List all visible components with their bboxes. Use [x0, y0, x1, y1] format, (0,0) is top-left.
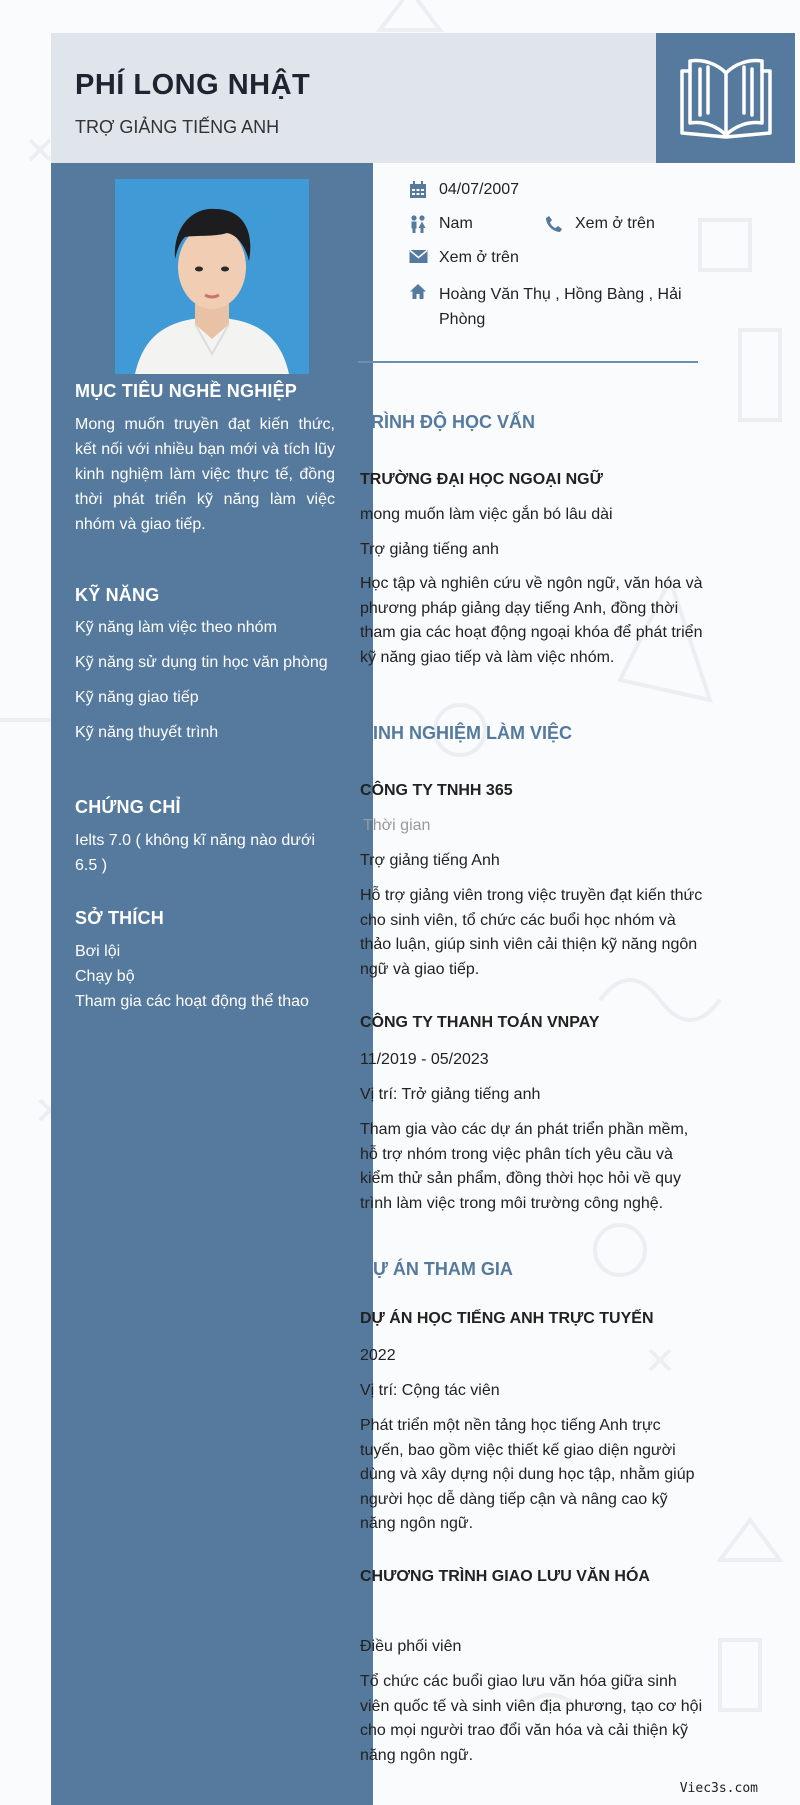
job-company: CÔNG TY TNHH 365	[360, 782, 513, 799]
gender-value: Nam	[439, 215, 473, 232]
hobby-item: Bơi lội	[75, 943, 121, 960]
education-desc: Học tập và nghiên cứu về ngôn ngữ, văn hóa và phương pháp giảng dạy tiếng Anh, đồng thời tham gia các hoạt động ngoại khóa để phát triển kỹ năng giao tiếp và làm việc nhóm.	[360, 575, 703, 666]
contact-divider	[358, 361, 698, 363]
project-time: 2022	[360, 1347, 396, 1364]
job-position: Vị trí: Trở giảng tiếng anh	[360, 1086, 541, 1103]
skill-item: Kỹ năng giao tiếp	[75, 689, 199, 706]
header	[51, 33, 795, 163]
job-company: CÔNG TY THANH TOÁN VNPAY	[360, 1014, 600, 1031]
job-time: Thời gian	[363, 817, 431, 834]
site-watermark[interactable]: Viec3s.com	[679, 1781, 758, 1796]
calendar-icon	[409, 181, 427, 199]
project-name: DỰ ÁN HỌC TIẾNG ANH TRỰC TUYẾN	[360, 1310, 654, 1327]
job-desc: Tham gia vào các dự án phát triển phần mềm, hỗ trợ nhóm trong việc phân tích yêu cầu và kiểm thử sản phẩm, đồng thời học hỏi về quy trình làm việc trong môi trường công nghệ.	[360, 1121, 689, 1212]
header-logo	[656, 33, 795, 163]
hobbies-section	[75, 908, 335, 1014]
job-time: 11/2019 - 05/2023	[360, 1051, 489, 1068]
education-line2: Trợ giảng tiếng anh	[360, 541, 499, 558]
project-desc: Phát triển một nền tảng học tiếng Anh trực tuyến, bao gồm việc thiết kế giao diện người dùng và xây dựng nội dung học tập, nhằm giúp người học dễ dàng tiếp cận và nâng cao kỹ năng ngôn ngữ.	[360, 1417, 695, 1532]
skill-item: Kỹ năng sử dụng tin học văn phòng	[75, 654, 328, 671]
hobbies-title: SỞ THÍCH	[75, 908, 164, 928]
skills-section	[75, 585, 335, 756]
objective-section	[75, 381, 335, 537]
education-line1: mong muốn làm việc gắn bó lâu dài	[360, 506, 613, 523]
phone-value: Xem ở trên	[575, 215, 655, 232]
certificates-text: Ielts 7.0 ( không kĩ năng nào dưới 6.5 )	[75, 832, 316, 874]
project-name: CHƯƠNG TRÌNH GIAO LƯU VĂN HÓA	[360, 1568, 650, 1585]
profile-photo	[115, 179, 309, 374]
people-icon	[409, 215, 427, 233]
objective-text: Mong muốn truyền đạt kiến thức, kết nối với nhiều bạn mới và tích lũy kinh nghiệm làm việc thực tế, đồng thời phát triển kỹ năng làm việc nhóm và giao tiếp.	[75, 416, 335, 533]
education-title: TRÌNH ĐỘ HỌC VẤN	[360, 412, 535, 432]
education-school: TRƯỜNG ĐẠI HỌC NGOẠI NGỮ	[360, 471, 603, 488]
certificates-section	[75, 797, 335, 878]
candidate-role: TRỢ GIẢNG TIẾNG ANH	[75, 117, 280, 137]
experience-title: KINH NGHIỆM LÀM VIỆC	[360, 723, 573, 743]
home-icon	[409, 283, 427, 300]
project-position: Điều phối viên	[360, 1638, 462, 1655]
email-value: Xem ở trên	[439, 249, 519, 266]
certificates-title: CHỨNG CHỈ	[75, 797, 181, 817]
skills-list	[75, 616, 335, 745]
skill-item: Kỹ năng thuyết trình	[75, 724, 219, 741]
project-position: Vị trí: Cộng tác viên	[360, 1382, 500, 1399]
open-book-icon	[678, 51, 774, 143]
phone-icon	[545, 215, 563, 233]
address-value: Hoàng Văn Thụ , Hồng Bàng , Hải Phòng	[439, 286, 682, 328]
sidebar	[51, 163, 373, 1805]
objective-title: MỤC TIÊU NGHỀ NGHIỆP	[75, 381, 298, 401]
envelope-icon	[409, 249, 428, 264]
avatar	[115, 179, 309, 374]
hobbies-list	[75, 939, 335, 1014]
projects-title: DỰ ÁN THAM GIA	[360, 1259, 513, 1279]
skill-item: Kỹ năng làm việc theo nhóm	[75, 619, 277, 636]
skills-title: KỸ NĂNG	[75, 585, 160, 605]
birthdate-value: 04/07/2007	[439, 181, 520, 198]
candidate-name: PHÍ LONG NHẬT	[75, 69, 311, 101]
hobby-item: Chạy bộ	[75, 968, 135, 985]
job-desc: Hỗ trợ giảng viên trong việc truyền đạt kiến thức cho sinh viên, tổ chức các buổi học nhóm và thảo luận, giúp sinh viên cải thiện kỹ năng ngôn ngữ và giao tiếp.	[360, 887, 703, 978]
project-desc: Tổ chức các buổi giao lưu văn hóa giữa sinh viên quốc tế và sinh viên địa phương, tạo cơ hội cho mọi người trao đổi văn hóa và cải thiện kỹ năng ngôn ngữ.	[360, 1673, 703, 1764]
job-position: Trợ giảng tiếng Anh	[360, 852, 500, 869]
hobby-item: Tham gia các hoạt động thể thao	[75, 993, 309, 1010]
